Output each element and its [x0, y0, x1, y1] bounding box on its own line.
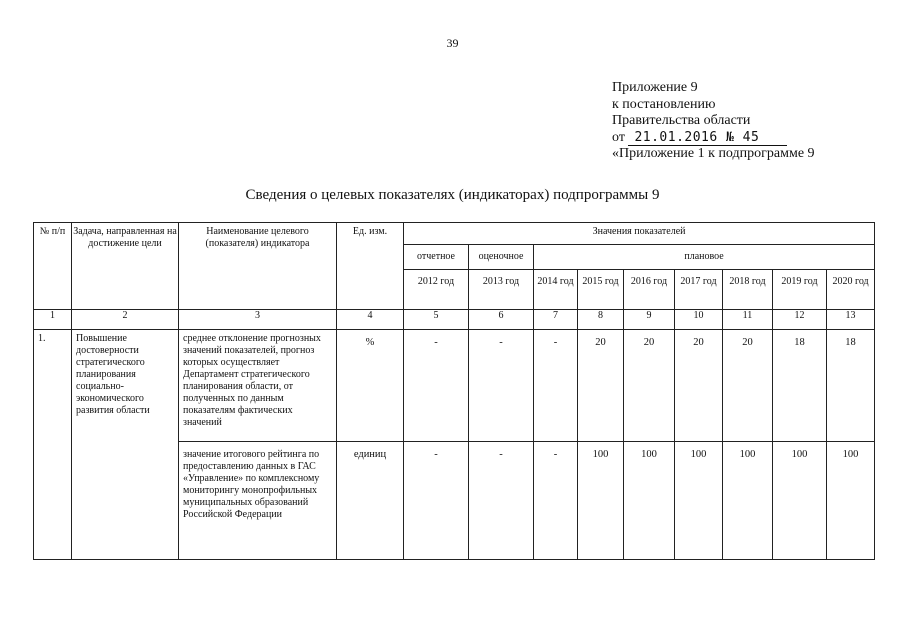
header-year: 2015 год	[578, 270, 624, 310]
value-cell: -	[534, 442, 578, 560]
header-unit: Ед. изм.	[337, 223, 404, 310]
column-number: 4	[337, 310, 404, 330]
header-year: 2018 год	[723, 270, 773, 310]
appendix-block	[612, 80, 815, 163]
column-number: 5	[404, 310, 469, 330]
value-cell: -	[404, 330, 469, 442]
column-number: 2	[72, 310, 179, 330]
value-cell: -	[469, 330, 534, 442]
document-title: Сведения о целевых показателях (индикаторах) подпрограммы 9	[245, 187, 660, 203]
value-cell: -	[534, 330, 578, 442]
column-number: 8	[578, 310, 624, 330]
unit-cell: единиц	[337, 442, 404, 560]
value-cell: 20	[723, 330, 773, 442]
value-cell: 100	[723, 442, 773, 560]
page-number: 39	[446, 36, 459, 50]
column-numbers-row	[34, 310, 875, 330]
value-cell: 100	[675, 442, 723, 560]
value-cell: 20	[578, 330, 624, 442]
header-year: 2012 год	[404, 270, 469, 310]
task-cell: Повышение достоверности стратегического планирования социально-экономического развития области	[72, 330, 179, 560]
appendix-line-5: «Приложение 1 к подпрограмме 9	[612, 146, 815, 161]
table-row	[34, 330, 875, 442]
unit-cell: %	[337, 330, 404, 442]
value-cell: 20	[675, 330, 723, 442]
header-task: Задача, направленная на достижение цели	[72, 223, 179, 310]
value-cell: 18	[773, 330, 827, 442]
header-reported: отчетное	[404, 245, 469, 270]
value-cell: 100	[624, 442, 675, 560]
value-cell: 100	[773, 442, 827, 560]
column-number: 12	[773, 310, 827, 330]
column-number: 3	[179, 310, 337, 330]
appendix-line-1: Приложение 9	[612, 80, 698, 95]
column-number: 6	[469, 310, 534, 330]
appendix-line-3: Правительства области	[612, 113, 751, 128]
value-cell: -	[469, 442, 534, 560]
header-planned: плановое	[534, 245, 875, 270]
indicator-cell: среднее отклонение прогнозных значений показателей, прогноз которых осуществляет Департамент стратегического планирования области, от полученных по данным показателям фактических значений	[179, 330, 337, 442]
column-number: 1	[34, 310, 72, 330]
appendix-date-value: 21.01.2016 № 45	[628, 131, 787, 146]
value-cell: 100	[827, 442, 875, 560]
header-year: 2017 год	[675, 270, 723, 310]
header-num: № п/п	[34, 223, 72, 310]
header-values: Значения показателей	[404, 223, 875, 245]
row-number: 1.	[34, 330, 72, 560]
column-number: 11	[723, 310, 773, 330]
value-cell: 100	[578, 442, 624, 560]
column-number: 7	[534, 310, 578, 330]
value-cell: 18	[827, 330, 875, 442]
appendix-date-prefix: от	[612, 129, 625, 145]
header-estimated: оценочное	[469, 245, 534, 270]
header-year: 2020 год	[827, 270, 875, 310]
column-number: 10	[675, 310, 723, 330]
header-indicator-name: Наименование целевого (показателя) индикатора	[179, 223, 337, 310]
column-number: 13	[827, 310, 875, 330]
value-cell: 20	[624, 330, 675, 442]
header-year: 2013 год	[469, 270, 534, 310]
indicator-cell: значение итогового рейтинга по предоставлению данных в ГАС «Управление» по комплексному мониторингу монопрофильных муниципальных образований Российской Федерации	[179, 442, 337, 560]
appendix-date-line	[612, 130, 815, 147]
indicators-table	[33, 222, 875, 560]
value-cell: -	[404, 442, 469, 560]
header-year: 2014 год	[534, 270, 578, 310]
appendix-line-2: к постановлению	[612, 96, 716, 112]
column-number: 9	[624, 310, 675, 330]
header-year: 2016 год	[624, 270, 675, 310]
header-year: 2019 год	[773, 270, 827, 310]
